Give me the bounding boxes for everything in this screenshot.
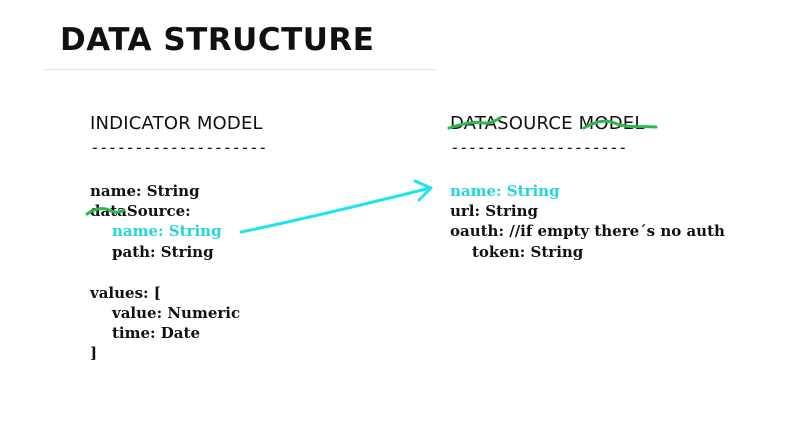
indicator-field-name: name: String — [90, 182, 200, 200]
datasource-oauth-token-field: token: String — [472, 243, 584, 261]
indicator-values-close-bracket: ] — [90, 344, 98, 362]
connector-arrow-head — [415, 181, 431, 200]
datasource-field-url: url: String — [450, 202, 539, 220]
indicator-model-dashes: -------------------- — [90, 138, 267, 157]
indicator-values-value-field: value: Numeric — [112, 304, 241, 322]
indicator-model-heading: INDICATOR MODEL — [90, 113, 263, 134]
title-divider — [44, 69, 436, 70]
page-title: DATA STRUCTURE — [60, 22, 375, 58]
datasource-model-dashes: -------------------- — [450, 138, 627, 157]
indicator-values-time-field: time: Date — [112, 324, 201, 342]
datasource-field-name: name: String — [450, 182, 560, 200]
datasource-model-heading: DATASOURCE MODEL — [450, 113, 645, 134]
indicator-datasource-name-field: name: String — [112, 222, 222, 240]
indicator-field-values: values: [ — [90, 284, 161, 302]
connector-arrow-shaft — [241, 188, 430, 232]
datasource-field-oauth: oauth: //if empty there´s no auth — [450, 222, 725, 240]
indicator-field-datasource: dataSource: — [90, 202, 191, 220]
indicator-datasource-path-field: path: String — [112, 243, 214, 261]
